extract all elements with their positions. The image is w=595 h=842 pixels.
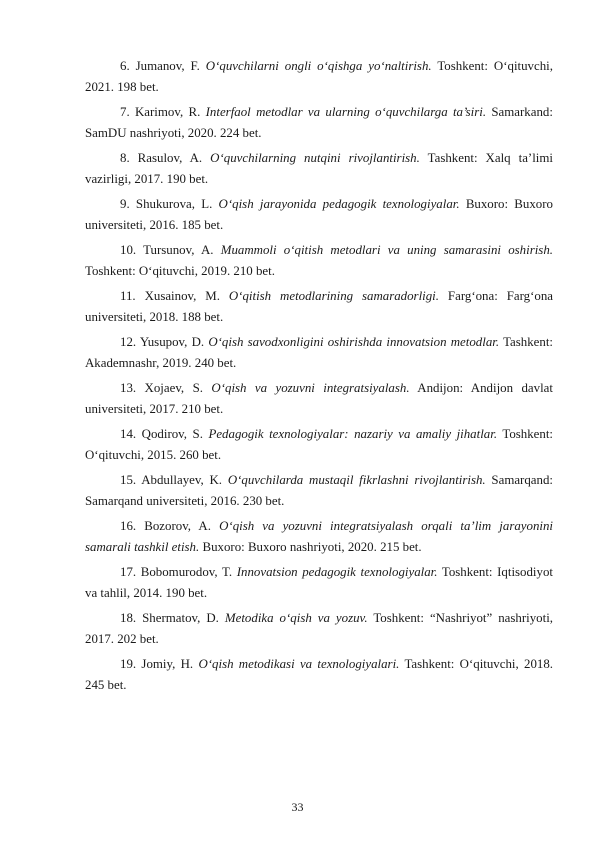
reference-author: Shukurova, L. <box>135 197 213 211</box>
reference-title: Muammoli o‘qitish metodlari va uning samarasini oshirish. <box>220 243 553 257</box>
reference-author: Xusainov, M. <box>144 289 220 303</box>
reference-number: 8. <box>120 151 130 165</box>
reference-author: Abdullayev, K. <box>141 473 223 487</box>
reference-author: Qodirov, S. <box>141 427 203 441</box>
reference-list <box>85 56 553 700</box>
reference-author: Tursunov, A. <box>143 243 214 257</box>
reference-publisher: Samarkand: SamDU nashriyoti, 2020. 224 bet. <box>85 105 553 140</box>
reference-author: Jomiy, H. <box>141 657 194 671</box>
reference-author: Rasulov, A. <box>137 151 203 165</box>
reference-item <box>85 378 553 419</box>
reference-item <box>85 470 553 511</box>
reference-item <box>85 516 553 557</box>
reference-publisher: Samarqand: Samarqand universiteti, 2016. 230 bet. <box>85 473 553 508</box>
reference-title: O‘quvchilarning nutqini rivojlantirish. <box>210 151 420 165</box>
reference-title: Metodika o‘qish va yozuv. <box>224 611 368 625</box>
reference-item <box>85 332 553 373</box>
reference-publisher: Tashkent: Akademnashr, 2019. 240 bet. <box>85 335 553 370</box>
reference-publisher: Toshkent: O‘qituvchi, 2015. 260 bet. <box>85 427 553 462</box>
reference-author: Karimov, R. <box>134 105 201 119</box>
reference-item <box>85 56 553 97</box>
reference-number: 15. <box>120 473 137 487</box>
reference-publisher: Farg‘ona: Farg‘ona universiteti, 2018. 188 bet. <box>85 289 554 324</box>
reference-title: Interfaol metodlar va ularning o‘quvchilarga ta’siri. <box>205 105 487 119</box>
reference-item <box>85 608 553 649</box>
reference-publisher: Toshkent: Iqtisodiyot va tahlil, 2014. 190 bet. <box>85 565 553 600</box>
reference-number: 17. <box>120 565 137 579</box>
reference-publisher: Toshkent: “Nashriyot” nashriyoti, 2017. 202 bet. <box>85 611 554 646</box>
reference-number: 7. <box>120 105 130 119</box>
reference-publisher: Buxoro: Buxoro universiteti, 2016. 185 bet. <box>85 197 553 232</box>
reference-title: O‘qish metodikasi va texnologiyalari. <box>198 657 400 671</box>
reference-number: 13. <box>120 381 137 395</box>
reference-title: Innovatsion pedagogik texnologiyalar. <box>236 565 438 579</box>
reference-publisher: Tashkent: O‘qituvchi, 2018. 245 bet. <box>85 657 554 692</box>
reference-number: 19. <box>120 657 137 671</box>
reference-title: O‘quvchilarda mustaqil fikrlashni rivojlantirish. <box>227 473 486 487</box>
reference-author: Xojaev, S. <box>144 381 203 395</box>
reference-title: O‘quvchilarni ongli o‘qishga yo‘naltirish. <box>205 59 432 73</box>
reference-title: O‘qish va yozuvni integratsiyalash. <box>211 381 410 395</box>
reference-author: Bozorov, A. <box>144 519 211 533</box>
reference-publisher: Tashkent: Xalq ta’limi vazirligi, 2017. 190 bet. <box>85 151 553 186</box>
reference-author: Jumanov, F. <box>135 59 200 73</box>
reference-number: 12. <box>120 335 137 349</box>
reference-number: 9. <box>120 197 130 211</box>
reference-number: 16. <box>120 519 137 533</box>
reference-number: 11. <box>120 289 136 303</box>
page-number: 33 <box>291 800 304 814</box>
reference-publisher: Toshkent: O‘qituvchi, 2021. 198 bet. <box>85 59 553 94</box>
reference-item <box>85 240 553 281</box>
reference-publisher: Buxoro: Buxoro nashriyoti, 2020. 215 bet. <box>202 539 422 554</box>
reference-title: O‘qish savodxonligini oshirishda innovatsion metodlar. <box>208 335 500 349</box>
reference-item <box>85 654 553 695</box>
reference-author: Yusupov, D. <box>139 335 205 349</box>
reference-item <box>85 424 553 465</box>
reference-number: 14. <box>120 427 137 441</box>
reference-item <box>85 148 553 189</box>
reference-number: 18. <box>120 611 137 625</box>
reference-title: O‘qitish metodlarining samaradorligi. <box>228 289 439 303</box>
reference-title: O‘qish va yozuvni integratsiyalash orqali ta’lim jarayonini samarali tashkil etish. <box>85 519 553 554</box>
reference-item <box>85 286 553 327</box>
reference-title: O‘qish jarayonida pedagogik texnologiyalar. <box>218 197 460 211</box>
reference-title: Pedagogik texnologiyalar: nazariy va amaliy jihatlar. <box>208 427 498 441</box>
reference-number: 10. <box>120 243 137 257</box>
reference-author: Bobomurodov, T. <box>140 565 233 579</box>
reference-item <box>85 562 553 603</box>
reference-author: Shermatov, D. <box>142 611 219 625</box>
reference-item <box>85 102 553 143</box>
reference-number: 6. <box>120 59 130 73</box>
reference-item <box>85 194 553 235</box>
reference-publisher: Andijon: Andijon davlat universiteti, 2017. 210 bet. <box>85 381 553 416</box>
reference-publisher: Toshkent: O‘qituvchi, 2019. 210 bet. <box>85 263 275 278</box>
